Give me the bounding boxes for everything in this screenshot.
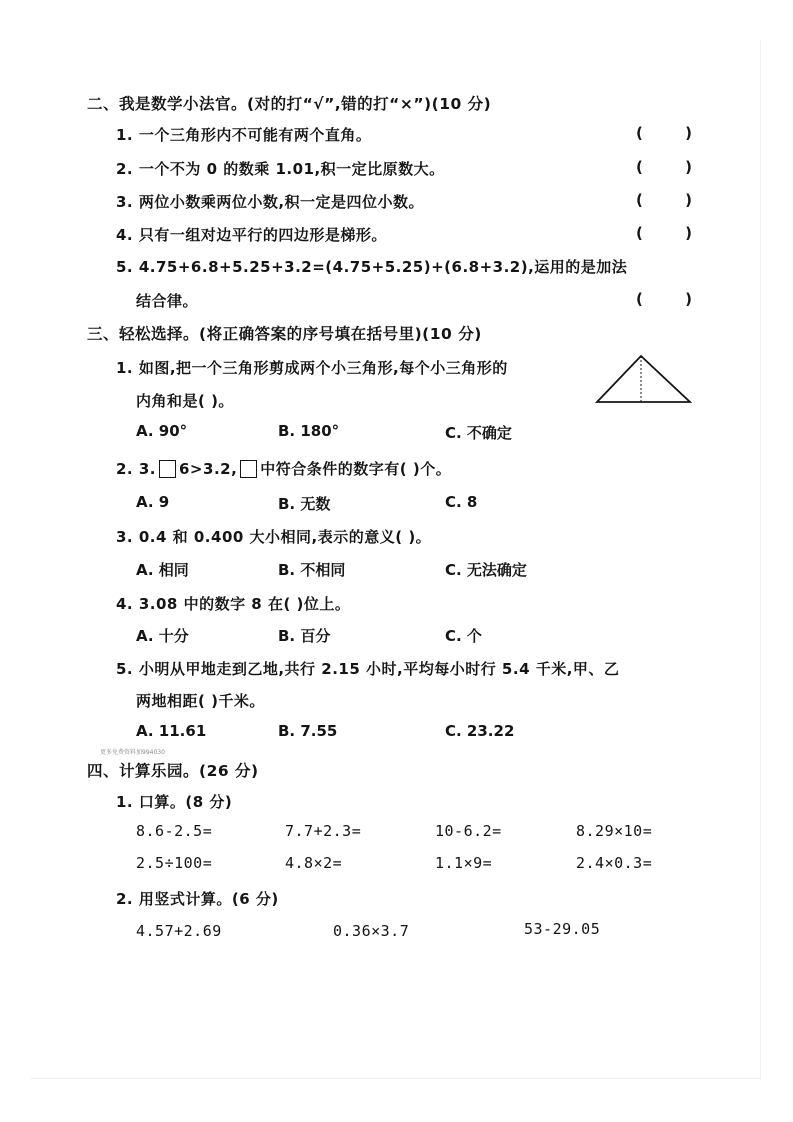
vertical-calc-heading: 2. 用竖式计算。(6 分) — [116, 890, 279, 908]
vertical-calc-item: 0.36×3.7 — [333, 922, 410, 940]
answer-paren-3[interactable]: ( ) — [636, 191, 692, 209]
watermark-text: 更多免费资料加994030 — [100, 749, 165, 756]
choice-1-option-a[interactable]: A. 90° — [136, 422, 188, 440]
choice-5-option-c[interactable]: C. 23.22 — [445, 722, 515, 740]
judge-question-1: 1. 一个三角形内不可能有两个直角。 — [116, 126, 372, 144]
choice-2-option-a[interactable]: A. 9 — [136, 493, 170, 511]
choice-3-option-b[interactable]: B. 不相同 — [278, 561, 346, 579]
blank-box-1[interactable] — [159, 460, 176, 478]
choice-1-option-c[interactable]: C. 不确定 — [445, 424, 512, 442]
oral-calc-item: 10-6.2= — [435, 822, 502, 840]
section-3-title: 三、轻松选择。(将正确答案的序号填在括号里)(10 分) — [87, 325, 482, 343]
oral-calc-item: 4.8×2= — [285, 854, 343, 872]
choice-2-option-c[interactable]: C. 8 — [445, 493, 478, 511]
choice-5-option-a[interactable]: A. 11.61 — [136, 722, 207, 740]
oral-calc-heading: 1. 口算。(8 分) — [116, 793, 233, 811]
choice-1-option-b[interactable]: B. 180° — [278, 422, 340, 440]
choice-question-1-cont: 内角和是( )。 — [136, 392, 234, 410]
vertical-calc-item: 53-29.05 — [524, 920, 601, 938]
judge-question-5-cont: 结合律。 — [136, 292, 199, 310]
oral-calc-item: 2.5÷100= — [136, 854, 213, 872]
answer-paren-1[interactable]: ( ) — [636, 124, 692, 142]
choice-4-option-a[interactable]: A. 十分 — [136, 627, 189, 645]
answer-paren-4[interactable]: ( ) — [636, 224, 692, 242]
answer-paren-2[interactable]: ( ) — [636, 158, 692, 176]
section-4-title: 四、计算乐园。(26 分) — [87, 762, 259, 780]
choice-2-option-b[interactable]: B. 无数 — [278, 495, 331, 513]
section-2-title: 二、我是数学小法官。(对的打“√”,错的打“×”)(10 分) — [87, 95, 492, 113]
scan-edge-right — [760, 40, 761, 1080]
judge-question-3: 3. 两位小数乘两位小数,积一定是四位小数。 — [116, 193, 425, 211]
choice-question-5-cont: 两地相距( )千米。 — [136, 692, 265, 710]
scan-edge-bottom — [30, 1078, 760, 1079]
judge-question-4: 4. 只有一组对边平行的四边形是梯形。 — [116, 226, 387, 244]
oral-calc-item: 2.4×0.3= — [576, 854, 653, 872]
oral-calc-item: 7.7+2.3= — [285, 822, 362, 840]
choice-question-1: 1. 如图,把一个三角形剪成两个小三角形,每个小三角形的 — [116, 359, 508, 377]
blank-box-2[interactable] — [240, 460, 257, 478]
choice-question-3: 3. 0.4 和 0.400 大小相同,表示的意义( )。 — [116, 528, 432, 546]
choice-question-4: 4. 3.08 中的数字 8 在( )位上。 — [116, 595, 351, 613]
vertical-calc-item: 4.57+2.69 — [136, 922, 222, 940]
choice-question-2: 2. 3. 6>3.2, 中符合条件的数字有( )个。 — [116, 460, 452, 478]
triangle-outline — [597, 356, 690, 402]
oral-calc-item: 1.1×9= — [435, 854, 493, 872]
judge-question-2: 2. 一个不为 0 的数乘 1.01,积一定比原数大。 — [116, 160, 445, 178]
choice-question-5: 5. 小明从甲地走到乙地,共行 2.15 小时,平均每小时行 5.4 千米,甲、乙 — [116, 660, 620, 678]
choice-4-option-b[interactable]: B. 百分 — [278, 627, 331, 645]
choice-3-option-a[interactable]: A. 相同 — [136, 561, 189, 579]
oral-calc-item: 8.29×10= — [576, 822, 653, 840]
triangle-figure — [594, 352, 694, 406]
answer-paren-5[interactable]: ( ) — [636, 290, 692, 308]
oral-calc-item: 8.6-2.5= — [136, 822, 213, 840]
judge-question-5: 5. 4.75+6.8+5.25+3.2=(4.75+5.25)+(6.8+3.2),运用的是加法 — [116, 258, 628, 276]
choice-5-option-b[interactable]: B. 7.55 — [278, 722, 338, 740]
choice-3-option-c[interactable]: C. 无法确定 — [445, 561, 527, 579]
choice-4-option-c[interactable]: C. 个 — [445, 627, 482, 645]
